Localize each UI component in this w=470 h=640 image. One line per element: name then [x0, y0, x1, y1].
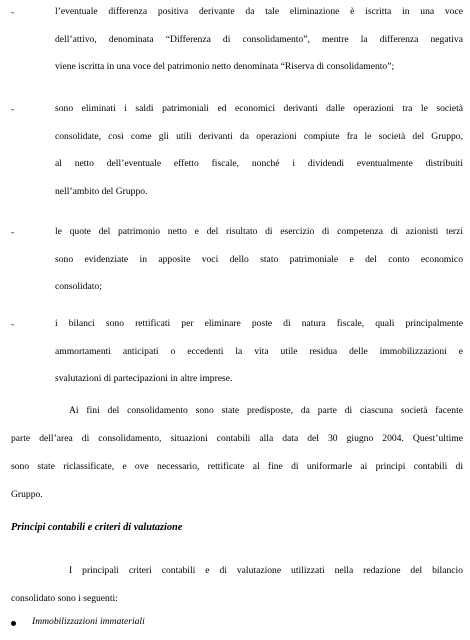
bullet-dash: -	[11, 319, 15, 330]
text-line: l’eventuale differenza positiva derivante da tale eliminazione è iscritta in una voce	[55, 6, 463, 17]
bullet-dot-icon	[11, 621, 16, 626]
text-line: Ai fini del consolidamento sono state predisposte, da parte di ciascuna società facente	[69, 405, 463, 416]
text-line: dell’attivo, denominata “Differenza di consolidamento”, mentre la differenza negativa	[55, 33, 463, 45]
text-line: viene iscritta in una voce del patrimonio netto denominata “Riserva di consolidamento”;	[55, 61, 395, 72]
text-line: svalutazioni di partecipazioni in altre imprese.	[55, 373, 233, 384]
bullet-text	[55, 218, 463, 301]
text-line: consolidate, così come gli utili derivanti da operazioni compiute fra le società del Gruppo,	[55, 130, 463, 142]
text-line: ammortamenti anticipati o eccedenti la vita utile residua delle immobilizzazioni e	[55, 345, 463, 357]
text-line: consolidato sono i seguenti:	[11, 593, 118, 604]
text-line: al netto dell’eventuale effetto fiscale, nonché i dividendi eventualmente distribuiti	[55, 158, 463, 169]
text-line: sono evidenziate in apposite voci dello stato patrimoniale e del conto economico	[55, 253, 463, 265]
text-line: i bilanci sono rettificati per eliminare poste di natura fiscale, quali principalmente	[55, 318, 463, 329]
text-line: sono state riclassificate, e ove necessario, rettificate al fine di uniformarle ai principi contabili di	[11, 461, 463, 472]
text-line: sono eliminati i saldi patrimoniali ed economici derivanti dalle operazioni tra le società	[55, 103, 463, 114]
body-paragraph	[11, 397, 463, 509]
text-line: nell’ambito del Gruppo.	[55, 185, 148, 197]
list-item-label: Immobilizzazioni immateriali	[32, 616, 145, 627]
body-paragraph	[11, 557, 463, 613]
bullet-dash: -	[11, 227, 15, 238]
bullet-text	[55, 0, 463, 81]
text-line: Gruppo.	[11, 489, 43, 500]
section-heading: Principi contabili e criteri di valutazione	[11, 522, 183, 533]
bullet-text	[55, 310, 463, 393]
bullet-dash: -	[11, 7, 15, 18]
bullet-text	[55, 95, 463, 205]
text-line: consolidato;	[55, 281, 102, 292]
text-line: le quote del patrimonio netto e del risultato di esercizio di competenza di azionisti terzi	[55, 226, 463, 237]
bullet-dash: -	[11, 104, 15, 115]
text-line: I principali criteri contabili e di valutazione utilizzati nella redazione del bilancio	[69, 565, 463, 576]
text-line: parte dell’area di consolidamento, situazioni contabili alla data del 30 giugno 2004. Quest’ultime	[11, 433, 463, 444]
